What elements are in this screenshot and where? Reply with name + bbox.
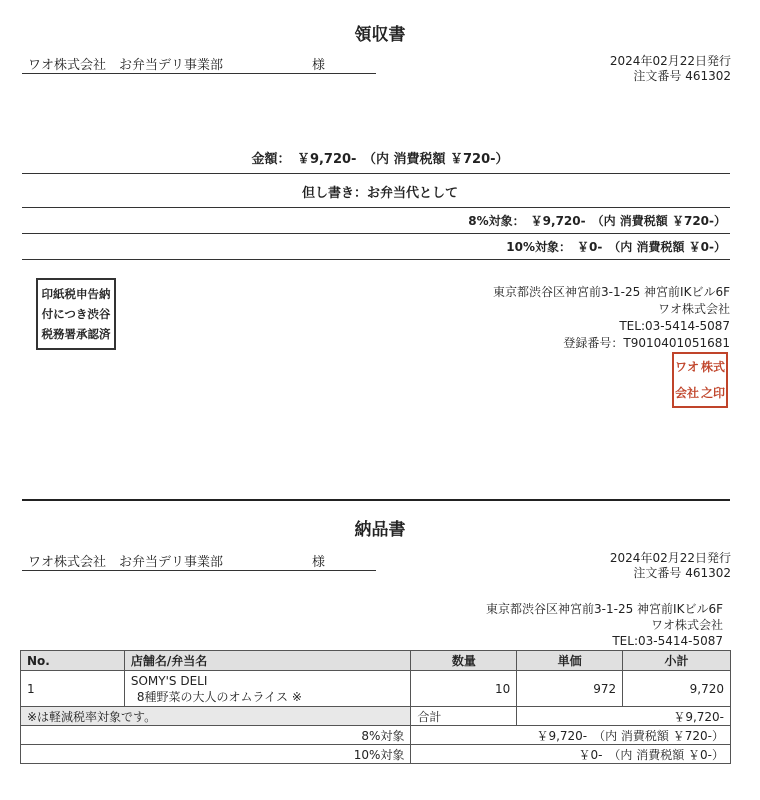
order-number: 注文番号 461302 bbox=[633, 69, 731, 83]
table-row bbox=[21, 671, 731, 707]
tax-10-row bbox=[21, 745, 731, 764]
divider bbox=[22, 259, 730, 260]
issuer-address: 東京都渋谷区神宮前3-1-25 神宮前IKビル6F bbox=[493, 285, 730, 299]
recipient-honorific: 様 bbox=[312, 555, 326, 570]
delivery-items-table bbox=[20, 650, 731, 764]
delivery-recipient bbox=[22, 550, 376, 571]
cell-no: 1 bbox=[21, 671, 125, 707]
recipient-company: ワオ株式会社 お弁当デリ事業部 bbox=[28, 555, 224, 570]
order-number: 注文番号 461302 bbox=[633, 566, 731, 580]
seal-char: 会社 bbox=[674, 386, 699, 400]
issue-date: 2024年02月22日発行 bbox=[609, 54, 731, 68]
amount-line: 金額： ￥9,720- （内 消費税額 ￥720-） bbox=[251, 152, 509, 167]
tax-8-row bbox=[21, 726, 731, 745]
shop-name: SOMY'S DELI bbox=[130, 673, 208, 688]
delivery-meta bbox=[610, 551, 731, 581]
purpose-line: 但し書き：お弁当代として bbox=[301, 186, 458, 201]
recipient-company: ワオ株式会社 お弁当デリ事業部 bbox=[28, 58, 224, 73]
table-header-row bbox=[21, 651, 731, 671]
cell-unit-price: 972 bbox=[517, 671, 623, 707]
total-value: ￥9,720- bbox=[517, 707, 731, 726]
seal-char: 之印 bbox=[700, 386, 725, 400]
receipt-recipient bbox=[22, 53, 376, 74]
issuer-tel: TEL:03-5414-5087 bbox=[612, 634, 723, 648]
receipt-issuer bbox=[493, 284, 730, 352]
issue-date: 2024年02月22日発行 bbox=[609, 551, 731, 565]
receipt-title: 領収書 bbox=[354, 25, 406, 45]
cell-subtotal: 9,720 bbox=[623, 671, 731, 707]
issuer-name: ワオ株式会社 bbox=[650, 618, 723, 632]
recipient-honorific: 様 bbox=[312, 58, 326, 73]
total-row bbox=[21, 707, 731, 726]
tax-8-label: 8%対象 bbox=[21, 726, 411, 745]
tax-10-line: 10%対象： ￥0- （内 消費税額 ￥0-） bbox=[506, 240, 726, 254]
divider bbox=[22, 207, 730, 208]
stamp-line: 印紙税申告納 bbox=[41, 287, 111, 301]
receipt-meta bbox=[610, 54, 731, 84]
cell-item bbox=[124, 671, 411, 707]
tax-8-line: 8%対象： ￥9,720- （内 消費税額 ￥720-） bbox=[468, 214, 726, 228]
stamp-line: 税務署承認済 bbox=[41, 327, 111, 341]
issuer-name: ワオ株式会社 bbox=[657, 302, 730, 316]
cell-qty: 10 bbox=[411, 671, 517, 707]
total-label: 合計 bbox=[411, 707, 517, 726]
seal-char: 株式 bbox=[700, 360, 725, 374]
tax-10-label: 10%対象 bbox=[21, 745, 411, 764]
reduced-tax-note: ※は軽減税率対象です。 bbox=[21, 707, 411, 726]
col-header-unit-price: 単価 bbox=[517, 651, 623, 671]
issuer-address: 東京都渋谷区神宮前3-1-25 神宮前IKビル6F bbox=[486, 602, 723, 616]
divider bbox=[22, 233, 730, 234]
col-header-subtotal: 小計 bbox=[623, 651, 731, 671]
item-name: 8種野菜の大人のオムライス ※ bbox=[136, 689, 302, 704]
col-header-no: No. bbox=[21, 651, 125, 671]
tax-10-value: ￥0- （内 消費税額 ￥0-） bbox=[411, 745, 731, 764]
seal-char: ワオ bbox=[674, 360, 699, 374]
issuer-tel: TEL:03-5414-5087 bbox=[619, 319, 730, 333]
tax-8-value: ￥9,720- （内 消費税額 ￥720-） bbox=[411, 726, 731, 745]
divider bbox=[22, 173, 730, 174]
stamp-line: 付につき渋谷 bbox=[41, 307, 111, 321]
col-header-qty: 数量 bbox=[411, 651, 517, 671]
delivery-issuer bbox=[486, 601, 723, 649]
col-header-item: 店舗名/弁当名 bbox=[124, 651, 411, 671]
section-divider bbox=[22, 499, 730, 501]
revenue-stamp-notice bbox=[36, 278, 116, 350]
issuer-registration: 登録番号：T9010401051681 bbox=[563, 336, 730, 350]
company-seal-icon bbox=[672, 352, 728, 408]
delivery-title: 納品書 bbox=[354, 520, 406, 540]
